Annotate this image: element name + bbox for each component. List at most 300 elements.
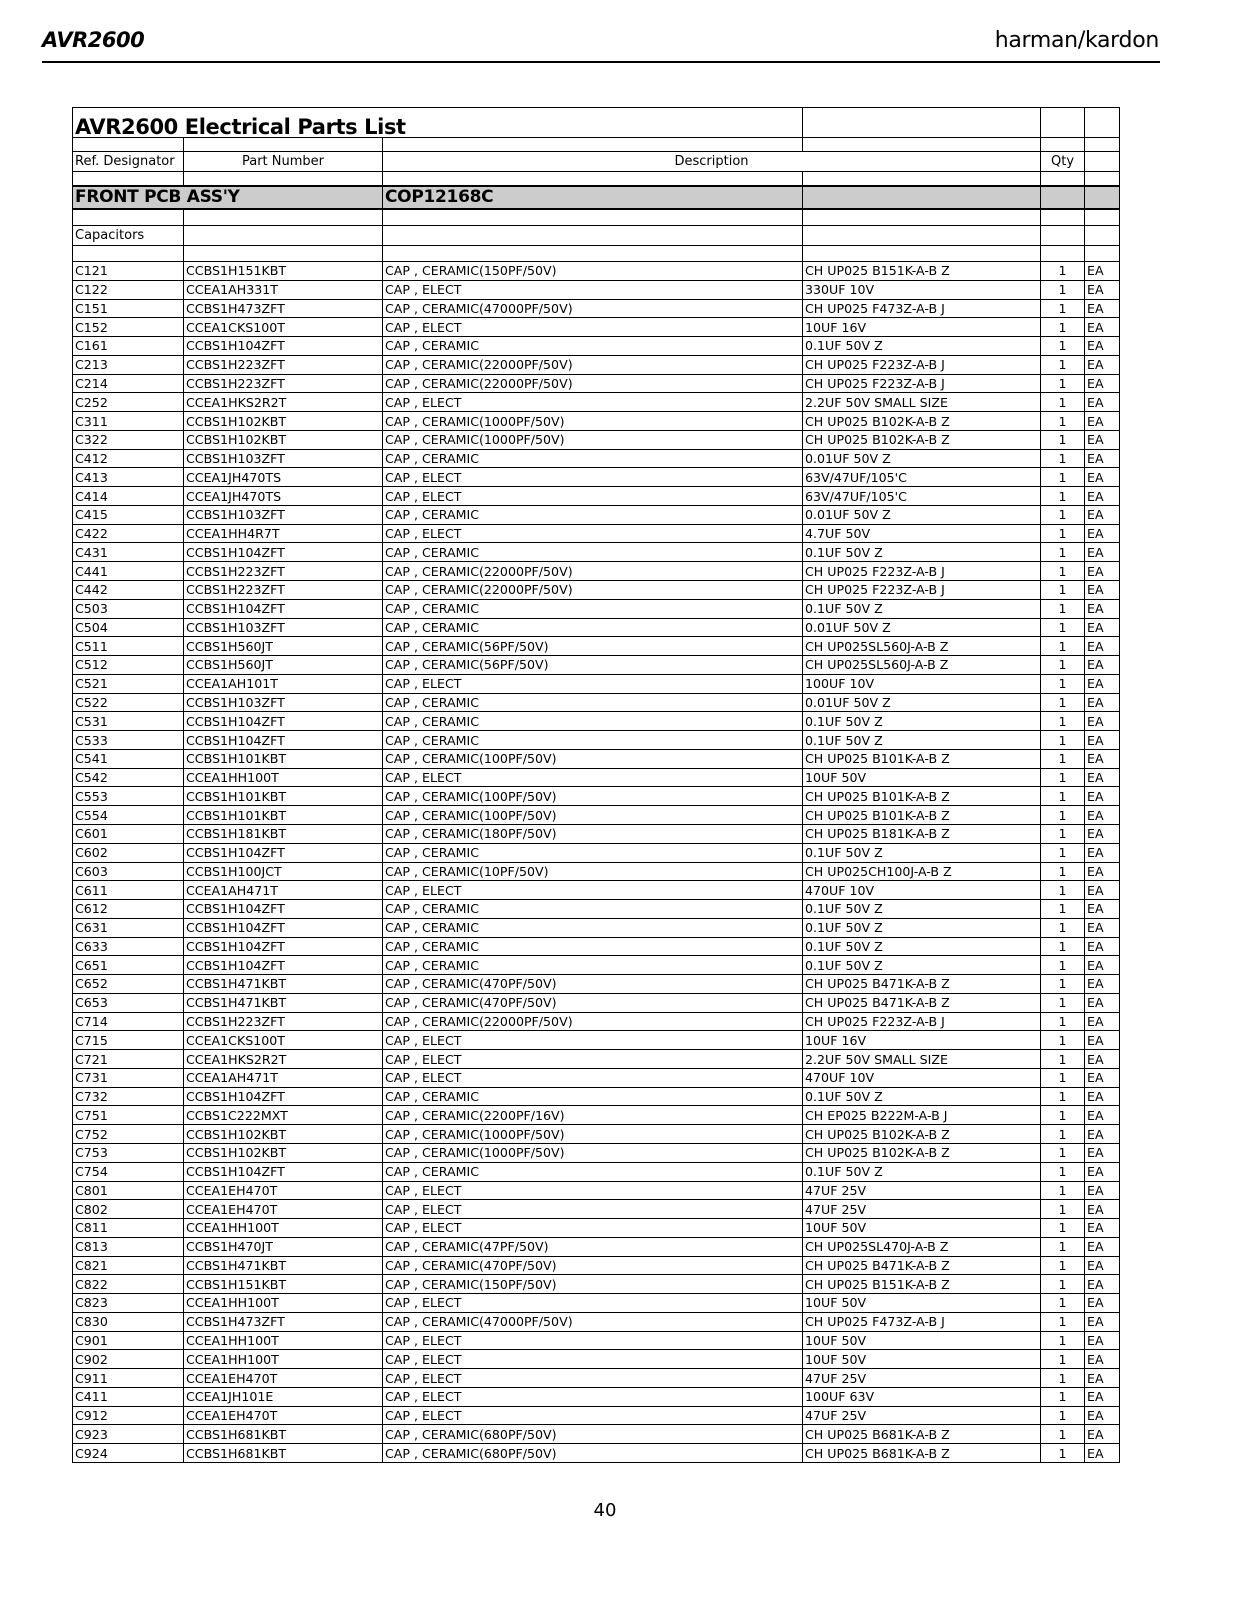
cell-ref-designator: C311 bbox=[73, 412, 184, 431]
cell-qty: 1 bbox=[1041, 1425, 1085, 1444]
cell-part-number: CCEA1JH470TS bbox=[184, 487, 383, 506]
cell-unit: EA bbox=[1085, 562, 1120, 581]
cell-ref-designator: C415 bbox=[73, 505, 184, 524]
cell-ref-designator: C413 bbox=[73, 468, 184, 487]
cell-ref-designator: C753 bbox=[73, 1143, 184, 1162]
cell-unit: EA bbox=[1085, 1425, 1120, 1444]
cell-qty: 1 bbox=[1041, 543, 1085, 562]
cell-unit: EA bbox=[1085, 749, 1120, 768]
cell-description: CAP , ELECT bbox=[383, 881, 803, 900]
cell-description: CAP , CERAMIC(47000PF/50V) bbox=[383, 299, 803, 318]
header-rule bbox=[42, 61, 1160, 63]
cell-part-number: CCBS1H104ZFT bbox=[184, 918, 383, 937]
table-row bbox=[73, 993, 1120, 1012]
table-row bbox=[73, 862, 1120, 881]
table-row bbox=[73, 1312, 1120, 1331]
cell-unit: EA bbox=[1085, 993, 1120, 1012]
cell-qty: 1 bbox=[1041, 1331, 1085, 1350]
cell-description: CAP , ELECT bbox=[383, 1181, 803, 1200]
cell-unit: EA bbox=[1085, 581, 1120, 600]
table-row bbox=[73, 1106, 1120, 1125]
cell-spec: CH UP025SL560J-A-B Z bbox=[803, 637, 1041, 656]
cell-description: CAP , ELECT bbox=[383, 1050, 803, 1069]
cell-ref-designator: C902 bbox=[73, 1350, 184, 1369]
table-row bbox=[73, 430, 1120, 449]
cell-qty: 1 bbox=[1041, 1275, 1085, 1294]
cell-description: CAP , ELECT bbox=[383, 393, 803, 412]
cell-ref-designator: C631 bbox=[73, 918, 184, 937]
cell-part-number: CCEA1JH470TS bbox=[184, 468, 383, 487]
cell-part-number: CCBS1H104ZFT bbox=[184, 937, 383, 956]
cell-unit: EA bbox=[1085, 768, 1120, 787]
table-row bbox=[73, 749, 1120, 768]
cell-unit: EA bbox=[1085, 337, 1120, 356]
cell-qty: 1 bbox=[1041, 562, 1085, 581]
cell-ref-designator: C802 bbox=[73, 1200, 184, 1219]
cell-unit: EA bbox=[1085, 1162, 1120, 1181]
table-row bbox=[73, 1275, 1120, 1294]
table-row bbox=[73, 355, 1120, 374]
cell-spec: 0.1UF 50V Z bbox=[803, 543, 1041, 562]
cell-ref-designator: C612 bbox=[73, 900, 184, 919]
cell-ref-designator: C715 bbox=[73, 1031, 184, 1050]
cell-description: CAP , ELECT bbox=[383, 674, 803, 693]
cell-ref-designator: C923 bbox=[73, 1425, 184, 1444]
cell-part-number: CCBS1H103ZFT bbox=[184, 693, 383, 712]
table-row bbox=[73, 1425, 1120, 1444]
cell-unit: EA bbox=[1085, 637, 1120, 656]
cell-qty: 1 bbox=[1041, 862, 1085, 881]
cell-part-number: CCBS1C222MXT bbox=[184, 1106, 383, 1125]
cell-unit: EA bbox=[1085, 1068, 1120, 1087]
cell-ref-designator: C533 bbox=[73, 731, 184, 750]
cell-unit: EA bbox=[1085, 393, 1120, 412]
cell-qty: 1 bbox=[1041, 337, 1085, 356]
cell-qty: 1 bbox=[1041, 749, 1085, 768]
cell-part-number: CCEA1HKS2R2T bbox=[184, 393, 383, 412]
cell-qty: 1 bbox=[1041, 1369, 1085, 1388]
cell-unit: EA bbox=[1085, 468, 1120, 487]
cell-qty: 1 bbox=[1041, 787, 1085, 806]
cell-ref-designator: C924 bbox=[73, 1444, 184, 1463]
cell-spec: CH UP025CH100J-A-B Z bbox=[803, 862, 1041, 881]
cell-spec: 10UF 50V bbox=[803, 1294, 1041, 1313]
cell-part-number: CCBS1H104ZFT bbox=[184, 543, 383, 562]
cell-part-number: CCBS1H471KBT bbox=[184, 1256, 383, 1275]
table-row bbox=[73, 712, 1120, 731]
cell-unit: EA bbox=[1085, 1406, 1120, 1425]
cell-spec: 10UF 50V bbox=[803, 1350, 1041, 1369]
cell-qty: 1 bbox=[1041, 918, 1085, 937]
cell-ref-designator: C813 bbox=[73, 1237, 184, 1256]
cell-spec: 470UF 10V bbox=[803, 881, 1041, 900]
cell-unit: EA bbox=[1085, 843, 1120, 862]
cell-ref-designator: C601 bbox=[73, 824, 184, 843]
cell-spec: CH UP025 B102K-A-B Z bbox=[803, 1143, 1041, 1162]
cell-spec: 47UF 25V bbox=[803, 1406, 1041, 1425]
cell-part-number: CCBS1H102KBT bbox=[184, 412, 383, 431]
table-row bbox=[73, 599, 1120, 618]
cell-qty: 1 bbox=[1041, 674, 1085, 693]
cell-description: CAP , ELECT bbox=[383, 280, 803, 299]
cell-qty: 1 bbox=[1041, 468, 1085, 487]
cell-unit: EA bbox=[1085, 937, 1120, 956]
cell-unit: EA bbox=[1085, 524, 1120, 543]
cell-qty: 1 bbox=[1041, 900, 1085, 919]
cell-part-number: CCBS1H471KBT bbox=[184, 975, 383, 994]
cell-ref-designator: C503 bbox=[73, 599, 184, 618]
cell-unit: EA bbox=[1085, 656, 1120, 675]
cell-spec: 100UF 10V bbox=[803, 674, 1041, 693]
cell-ref-designator: C152 bbox=[73, 318, 184, 337]
cell-ref-designator: C651 bbox=[73, 956, 184, 975]
cell-spec: CH UP025 B102K-A-B Z bbox=[803, 412, 1041, 431]
cell-qty: 1 bbox=[1041, 1031, 1085, 1050]
cell-description: CAP , CERAMIC(100PF/50V) bbox=[383, 787, 803, 806]
cell-ref-designator: C161 bbox=[73, 337, 184, 356]
cell-part-number: CCBS1H681KBT bbox=[184, 1444, 383, 1463]
cell-description: CAP , CERAMIC(100PF/50V) bbox=[383, 749, 803, 768]
table-row bbox=[73, 1162, 1120, 1181]
cell-qty: 1 bbox=[1041, 1350, 1085, 1369]
cell-description: CAP , CERAMIC(22000PF/50V) bbox=[383, 355, 803, 374]
cell-part-number: CCEA1EH470T bbox=[184, 1369, 383, 1388]
cell-unit: EA bbox=[1085, 1237, 1120, 1256]
cell-ref-designator: C732 bbox=[73, 1087, 184, 1106]
cell-ref-designator: C752 bbox=[73, 1125, 184, 1144]
cell-spec: CH UP025 B101K-A-B Z bbox=[803, 806, 1041, 825]
cell-unit: EA bbox=[1085, 1350, 1120, 1369]
cell-qty: 1 bbox=[1041, 430, 1085, 449]
cell-spec: 2.2UF 50V SMALL SIZE bbox=[803, 393, 1041, 412]
cell-ref-designator: C811 bbox=[73, 1219, 184, 1238]
cell-part-number: CCBS1H101KBT bbox=[184, 787, 383, 806]
cell-qty: 1 bbox=[1041, 524, 1085, 543]
cell-part-number: CCBS1H104ZFT bbox=[184, 1087, 383, 1106]
cell-spec: CH UP025 B471K-A-B Z bbox=[803, 1256, 1041, 1275]
cell-unit: EA bbox=[1085, 487, 1120, 506]
cell-ref-designator: C541 bbox=[73, 749, 184, 768]
cell-spec: 47UF 25V bbox=[803, 1200, 1041, 1219]
cell-description: CAP , CERAMIC(1000PF/50V) bbox=[383, 412, 803, 431]
table-row bbox=[73, 956, 1120, 975]
cell-part-number: CCEA1AH101T bbox=[184, 674, 383, 693]
table-row bbox=[73, 505, 1120, 524]
cell-spec: CH UP025 B101K-A-B Z bbox=[803, 749, 1041, 768]
cell-qty: 1 bbox=[1041, 1143, 1085, 1162]
cell-qty: 1 bbox=[1041, 1312, 1085, 1331]
table-row bbox=[73, 1237, 1120, 1256]
cell-ref-designator: C633 bbox=[73, 937, 184, 956]
cell-spec: CH UP025 B181K-A-B Z bbox=[803, 824, 1041, 843]
cell-description: CAP , CERAMIC(150PF/50V) bbox=[383, 1275, 803, 1294]
cell-qty: 1 bbox=[1041, 1256, 1085, 1275]
cell-spec: CH UP025 F473Z-A-B J bbox=[803, 1312, 1041, 1331]
cell-qty: 1 bbox=[1041, 318, 1085, 337]
table-row bbox=[73, 1444, 1120, 1463]
cell-ref-designator: C822 bbox=[73, 1275, 184, 1294]
cell-spec: CH UP025 F223Z-A-B J bbox=[803, 355, 1041, 374]
table-row bbox=[73, 1256, 1120, 1275]
table-row bbox=[73, 1369, 1120, 1388]
cell-description: CAP , CERAMIC(56PF/50V) bbox=[383, 637, 803, 656]
section-header-row bbox=[73, 186, 1120, 209]
cell-unit: EA bbox=[1085, 430, 1120, 449]
cell-description: CAP , CERAMIC(22000PF/50V) bbox=[383, 374, 803, 393]
cell-spec: CH UP025 B102K-A-B Z bbox=[803, 1125, 1041, 1144]
cell-spec: 10UF 50V bbox=[803, 1331, 1041, 1350]
cell-qty: 1 bbox=[1041, 412, 1085, 431]
table-row bbox=[73, 824, 1120, 843]
cell-spec: CH UP025 F473Z-A-B J bbox=[803, 299, 1041, 318]
cell-part-number: CCBS1H104ZFT bbox=[184, 843, 383, 862]
cell-part-number: CCEA1HH4R7T bbox=[184, 524, 383, 543]
section-name: FRONT PCB ASS'Y bbox=[73, 186, 383, 209]
cell-description: CAP , CERAMIC(22000PF/50V) bbox=[383, 1012, 803, 1031]
cell-spec: 330UF 10V bbox=[803, 280, 1041, 299]
cell-part-number: CCEA1CKS100T bbox=[184, 318, 383, 337]
cell-qty: 1 bbox=[1041, 599, 1085, 618]
cell-ref-designator: C504 bbox=[73, 618, 184, 637]
cell-unit: EA bbox=[1085, 731, 1120, 750]
table-row bbox=[73, 318, 1120, 337]
cell-part-number: CCBS1H181KBT bbox=[184, 824, 383, 843]
cell-description: CAP , CERAMIC bbox=[383, 1087, 803, 1106]
cell-part-number: CCEA1JH101E bbox=[184, 1387, 383, 1406]
table-row bbox=[73, 524, 1120, 543]
cell-qty: 1 bbox=[1041, 618, 1085, 637]
cell-unit: EA bbox=[1085, 505, 1120, 524]
cell-qty: 1 bbox=[1041, 449, 1085, 468]
cell-description: CAP , CERAMIC bbox=[383, 599, 803, 618]
cell-part-number: CCBS1H104ZFT bbox=[184, 337, 383, 356]
table-row bbox=[73, 731, 1120, 750]
cell-unit: EA bbox=[1085, 824, 1120, 843]
cell-part-number: CCBS1H470JT bbox=[184, 1237, 383, 1256]
table-row bbox=[73, 1087, 1120, 1106]
cell-qty: 1 bbox=[1041, 374, 1085, 393]
category-row bbox=[73, 226, 1120, 246]
table-row bbox=[73, 1143, 1120, 1162]
cell-spec: 10UF 16V bbox=[803, 1031, 1041, 1050]
cell-description: CAP , CERAMIC bbox=[383, 337, 803, 356]
cell-qty: 1 bbox=[1041, 393, 1085, 412]
cell-qty: 1 bbox=[1041, 355, 1085, 374]
cell-description: CAP , CERAMIC(1000PF/50V) bbox=[383, 1125, 803, 1144]
cell-qty: 1 bbox=[1041, 299, 1085, 318]
parts-table bbox=[72, 107, 1120, 1463]
cell-description: CAP , CERAMIC(1000PF/50V) bbox=[383, 1143, 803, 1162]
cell-qty: 1 bbox=[1041, 1162, 1085, 1181]
cell-description: CAP , CERAMIC bbox=[383, 843, 803, 862]
cell-unit: EA bbox=[1085, 1219, 1120, 1238]
cell-qty: 1 bbox=[1041, 824, 1085, 843]
cell-ref-designator: C122 bbox=[73, 280, 184, 299]
cell-qty: 1 bbox=[1041, 1444, 1085, 1463]
cell-part-number: CCBS1H104ZFT bbox=[184, 712, 383, 731]
cell-description: CAP , ELECT bbox=[383, 1331, 803, 1350]
cell-ref-designator: C823 bbox=[73, 1294, 184, 1313]
table-row bbox=[73, 581, 1120, 600]
cell-part-number: CCBS1H560JT bbox=[184, 656, 383, 675]
cell-part-number: CCBS1H223ZFT bbox=[184, 562, 383, 581]
cell-unit: EA bbox=[1085, 412, 1120, 431]
cell-part-number: CCEA1HH100T bbox=[184, 1331, 383, 1350]
cell-unit: EA bbox=[1085, 1050, 1120, 1069]
cell-ref-designator: C431 bbox=[73, 543, 184, 562]
cell-unit: EA bbox=[1085, 1256, 1120, 1275]
table-row bbox=[73, 487, 1120, 506]
table-row bbox=[73, 1200, 1120, 1219]
cell-description: CAP , ELECT bbox=[383, 1068, 803, 1087]
cell-spec: 0.1UF 50V Z bbox=[803, 337, 1041, 356]
cell-description: CAP , CERAMIC bbox=[383, 918, 803, 937]
cell-spec: CH UP025 F223Z-A-B J bbox=[803, 1012, 1041, 1031]
cell-qty: 1 bbox=[1041, 1068, 1085, 1087]
cell-qty: 1 bbox=[1041, 993, 1085, 1012]
cell-spec: CH UP025 B101K-A-B Z bbox=[803, 787, 1041, 806]
cell-qty: 1 bbox=[1041, 806, 1085, 825]
cell-part-number: CCBS1H103ZFT bbox=[184, 505, 383, 524]
cell-spec: 0.1UF 50V Z bbox=[803, 937, 1041, 956]
cell-part-number: CCEA1AH471T bbox=[184, 881, 383, 900]
cell-spec: 10UF 16V bbox=[803, 318, 1041, 337]
cell-ref-designator: C422 bbox=[73, 524, 184, 543]
cell-qty: 1 bbox=[1041, 656, 1085, 675]
table-row bbox=[73, 1406, 1120, 1425]
cell-spec: CH UP025 B681K-A-B Z bbox=[803, 1444, 1041, 1463]
cell-ref-designator: C522 bbox=[73, 693, 184, 712]
col-description: Description bbox=[383, 152, 1041, 172]
cell-description: CAP , CERAMIC(470PF/50V) bbox=[383, 993, 803, 1012]
cell-description: CAP , ELECT bbox=[383, 1294, 803, 1313]
cell-qty: 1 bbox=[1041, 1181, 1085, 1200]
cell-qty: 1 bbox=[1041, 937, 1085, 956]
table-row bbox=[73, 337, 1120, 356]
cell-unit: EA bbox=[1085, 1012, 1120, 1031]
cell-unit: EA bbox=[1085, 918, 1120, 937]
table-row bbox=[73, 693, 1120, 712]
cell-ref-designator: C151 bbox=[73, 299, 184, 318]
cell-unit: EA bbox=[1085, 318, 1120, 337]
cell-description: CAP , CERAMIC bbox=[383, 937, 803, 956]
cell-part-number: CCBS1H473ZFT bbox=[184, 1312, 383, 1331]
cell-description: CAP , ELECT bbox=[383, 1031, 803, 1050]
cell-description: CAP , CERAMIC(100PF/50V) bbox=[383, 806, 803, 825]
cell-ref-designator: C554 bbox=[73, 806, 184, 825]
cell-unit: EA bbox=[1085, 693, 1120, 712]
table-row bbox=[73, 1050, 1120, 1069]
cell-qty: 1 bbox=[1041, 1406, 1085, 1425]
cell-spec: 0.01UF 50V Z bbox=[803, 618, 1041, 637]
cell-description: CAP , CERAMIC(22000PF/50V) bbox=[383, 562, 803, 581]
cell-ref-designator: C801 bbox=[73, 1181, 184, 1200]
cell-part-number: CCEA1EH470T bbox=[184, 1200, 383, 1219]
cell-description: CAP , ELECT bbox=[383, 1369, 803, 1388]
cell-description: CAP , CERAMIC(47PF/50V) bbox=[383, 1237, 803, 1256]
cell-unit: EA bbox=[1085, 1275, 1120, 1294]
cell-description: CAP , CERAMIC(1000PF/50V) bbox=[383, 430, 803, 449]
table-row bbox=[73, 262, 1120, 281]
table-row bbox=[73, 787, 1120, 806]
cell-unit: EA bbox=[1085, 355, 1120, 374]
cell-qty: 1 bbox=[1041, 881, 1085, 900]
cell-qty: 1 bbox=[1041, 956, 1085, 975]
cell-unit: EA bbox=[1085, 374, 1120, 393]
cell-ref-designator: C652 bbox=[73, 975, 184, 994]
cell-ref-designator: C911 bbox=[73, 1369, 184, 1388]
cell-part-number: CCBS1H681KBT bbox=[184, 1425, 383, 1444]
table-row bbox=[73, 1350, 1120, 1369]
cell-spec: CH UP025 B151K-A-B Z bbox=[803, 262, 1041, 281]
cell-part-number: CCEA1EH470T bbox=[184, 1181, 383, 1200]
cell-spec: 0.01UF 50V Z bbox=[803, 449, 1041, 468]
cell-qty: 1 bbox=[1041, 1219, 1085, 1238]
cell-qty: 1 bbox=[1041, 637, 1085, 656]
cell-spec: CH UP025 B471K-A-B Z bbox=[803, 975, 1041, 994]
cell-qty: 1 bbox=[1041, 1106, 1085, 1125]
cell-part-number: CCBS1H151KBT bbox=[184, 1275, 383, 1294]
cell-spec: CH UP025 F223Z-A-B J bbox=[803, 374, 1041, 393]
cell-description: CAP , CERAMIC(10PF/50V) bbox=[383, 862, 803, 881]
cell-spec: 470UF 10V bbox=[803, 1068, 1041, 1087]
cell-qty: 1 bbox=[1041, 731, 1085, 750]
table-row bbox=[73, 449, 1120, 468]
table-row bbox=[73, 299, 1120, 318]
cell-qty: 1 bbox=[1041, 1050, 1085, 1069]
cell-description: CAP , CERAMIC bbox=[383, 505, 803, 524]
cell-part-number: CCBS1H101KBT bbox=[184, 806, 383, 825]
cell-spec: 0.1UF 50V Z bbox=[803, 731, 1041, 750]
cell-unit: EA bbox=[1085, 1143, 1120, 1162]
cell-qty: 1 bbox=[1041, 1200, 1085, 1219]
cell-ref-designator: C731 bbox=[73, 1068, 184, 1087]
cell-ref-designator: C721 bbox=[73, 1050, 184, 1069]
cell-qty: 1 bbox=[1041, 487, 1085, 506]
cell-qty: 1 bbox=[1041, 1387, 1085, 1406]
category-label: Capacitors bbox=[73, 226, 184, 246]
cell-part-number: CCBS1H103ZFT bbox=[184, 618, 383, 637]
cell-spec: 0.1UF 50V Z bbox=[803, 712, 1041, 731]
column-header-row bbox=[73, 152, 1120, 172]
cell-description: CAP , CERAMIC bbox=[383, 1162, 803, 1181]
table-row bbox=[73, 768, 1120, 787]
table-row bbox=[73, 918, 1120, 937]
cell-unit: EA bbox=[1085, 787, 1120, 806]
cell-part-number: CCBS1H104ZFT bbox=[184, 900, 383, 919]
cell-part-number: CCEA1EH470T bbox=[184, 1406, 383, 1425]
cell-qty: 1 bbox=[1041, 1087, 1085, 1106]
cell-unit: EA bbox=[1085, 1200, 1120, 1219]
cell-description: CAP , CERAMIC bbox=[383, 712, 803, 731]
cell-part-number: CCBS1H223ZFT bbox=[184, 355, 383, 374]
section-part-number: COP12168C bbox=[383, 186, 803, 209]
cell-unit: EA bbox=[1085, 712, 1120, 731]
cell-ref-designator: C521 bbox=[73, 674, 184, 693]
cell-part-number: CCBS1H473ZFT bbox=[184, 299, 383, 318]
cell-part-number: CCBS1H104ZFT bbox=[184, 731, 383, 750]
cell-qty: 1 bbox=[1041, 262, 1085, 281]
cell-spec: 0.01UF 50V Z bbox=[803, 505, 1041, 524]
cell-description: CAP , ELECT bbox=[383, 768, 803, 787]
cell-part-number: CCBS1H100JCT bbox=[184, 862, 383, 881]
cell-ref-designator: C441 bbox=[73, 562, 184, 581]
cell-part-number: CCBS1H104ZFT bbox=[184, 956, 383, 975]
cell-part-number: CCBS1H102KBT bbox=[184, 430, 383, 449]
cell-qty: 1 bbox=[1041, 1125, 1085, 1144]
cell-spec: CH EP025 B222M-A-B J bbox=[803, 1106, 1041, 1125]
cell-ref-designator: C751 bbox=[73, 1106, 184, 1125]
